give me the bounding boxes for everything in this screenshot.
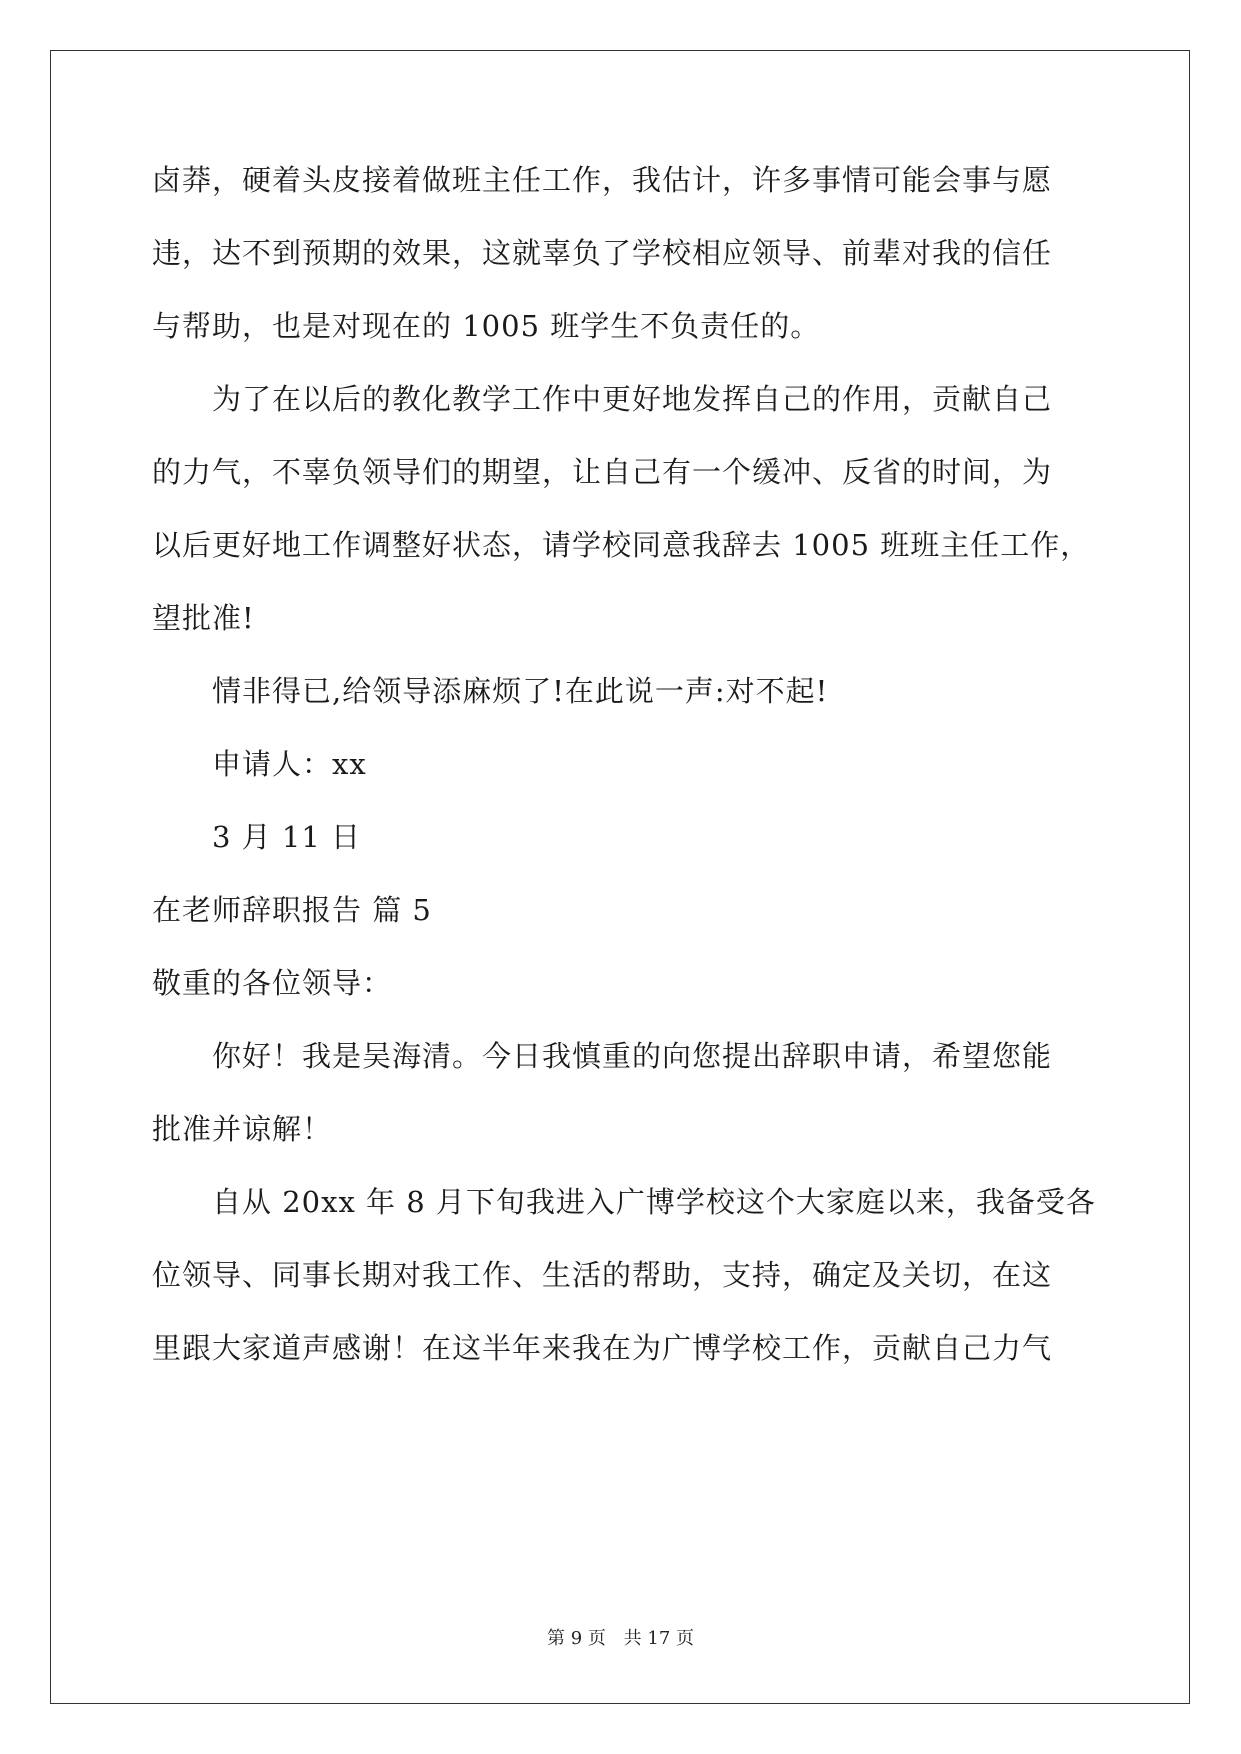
body-line: 望批准! (152, 601, 255, 635)
body-line: 卤莽，硬着头皮接着做班主任工作，我估计，许多事情可能会事与愿 (152, 163, 1053, 197)
body-line: 以后更好地工作调整好状态，请学校同意我辞去 1005 班班主任工作， (152, 528, 1091, 562)
body-line: 自从 20xx 年 8 月下旬我进入广博学校这个大家庭以来，我备受各 (212, 1185, 1096, 1219)
section-heading: 在老师辞职报告 篇 5 (152, 893, 432, 927)
body-line: 你好！我是吴海清。今日我慎重的向您提出辞职申请，希望您能 (212, 1039, 1053, 1073)
page-border (50, 50, 1190, 1704)
body-line: 批准并谅解！ (152, 1112, 333, 1146)
page-total: 共 17 页 (623, 1628, 694, 1649)
body-line: 位领导、同事长期对我工作、生活的帮助，支持，确定及关切，在这 (152, 1258, 1053, 1292)
body-line: 里跟大家道声感谢！在这半年来我在为广博学校工作，贡献自己力气 (152, 1331, 1053, 1365)
body-line: 为了在以后的教化教学工作中更好地发挥自己的作用，贡献自己 (212, 382, 1053, 416)
page-number: 第 9 页 (547, 1628, 606, 1649)
applicant-line: 申请人：xx (212, 747, 367, 781)
date-line: 3 月 11 日 (212, 820, 362, 854)
salutation: 敬重的各位领导： (152, 966, 393, 1000)
body-line: 情非得已,给领导添麻烦了!在此说一声:对不起! (212, 674, 829, 708)
body-line: 违，达不到预期的效果，这就辜负了学校相应领导、前辈对我的信任 (152, 236, 1053, 270)
body-line: 与帮助，也是对现在的 1005 班学生不负责任的。 (152, 309, 821, 343)
page-footer (0, 1624, 1241, 1650)
body-line: 的力气，不辜负领导们的期望，让自己有一个缓冲、反省的时间，为 (152, 455, 1053, 489)
